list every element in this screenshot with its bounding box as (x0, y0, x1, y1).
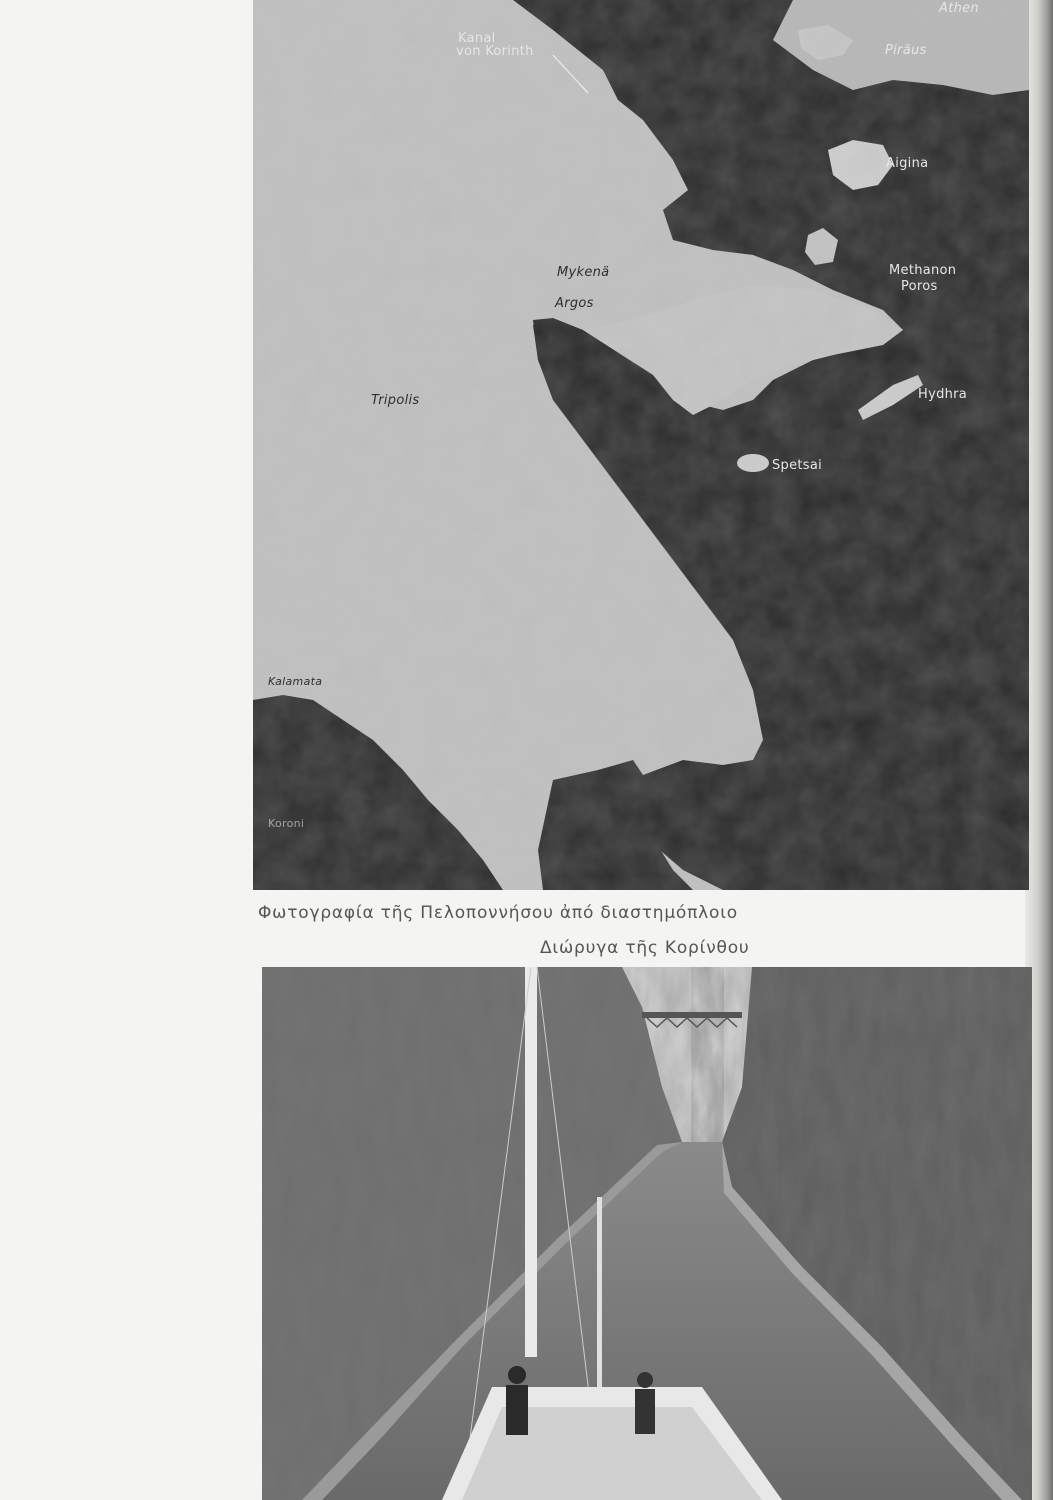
map-label-poros: Poros (901, 279, 938, 294)
canal-photo-graphic (262, 967, 1032, 1500)
corinth-canal-photo (262, 967, 1032, 1500)
map-label-von-korinth: von Korinth (456, 44, 534, 59)
map-label-kalamata: Kalamata (268, 675, 323, 688)
map-label-koroni: Koroni (268, 817, 305, 830)
map-label-piraus: Piräus (885, 43, 927, 58)
map-label-tripolis: Tripolis (371, 393, 420, 408)
satellite-map-graphic (253, 0, 1029, 890)
map-label-spetsai: Spetsai (772, 458, 823, 473)
map-label-athen: Athen (939, 1, 979, 16)
bottom-photo-caption: Διώρυγα τῆς Κορίνθου (540, 938, 750, 958)
map-label-hydhra: Hydhra (918, 387, 968, 402)
map-label-mykena: Mykenä (557, 265, 610, 280)
map-label-aigina: Aigina (886, 156, 929, 171)
map-label-methanon: Methanon (889, 263, 957, 278)
top-photo-caption: Φωτογραφία τῆς Πελοποννήσου ἀπό διαστημόπλοιο (258, 903, 738, 923)
peloponnese-satellite-photo (253, 0, 1029, 890)
map-label-argos: Argos (555, 296, 594, 311)
map-label-kanal: Kanal (458, 31, 496, 46)
